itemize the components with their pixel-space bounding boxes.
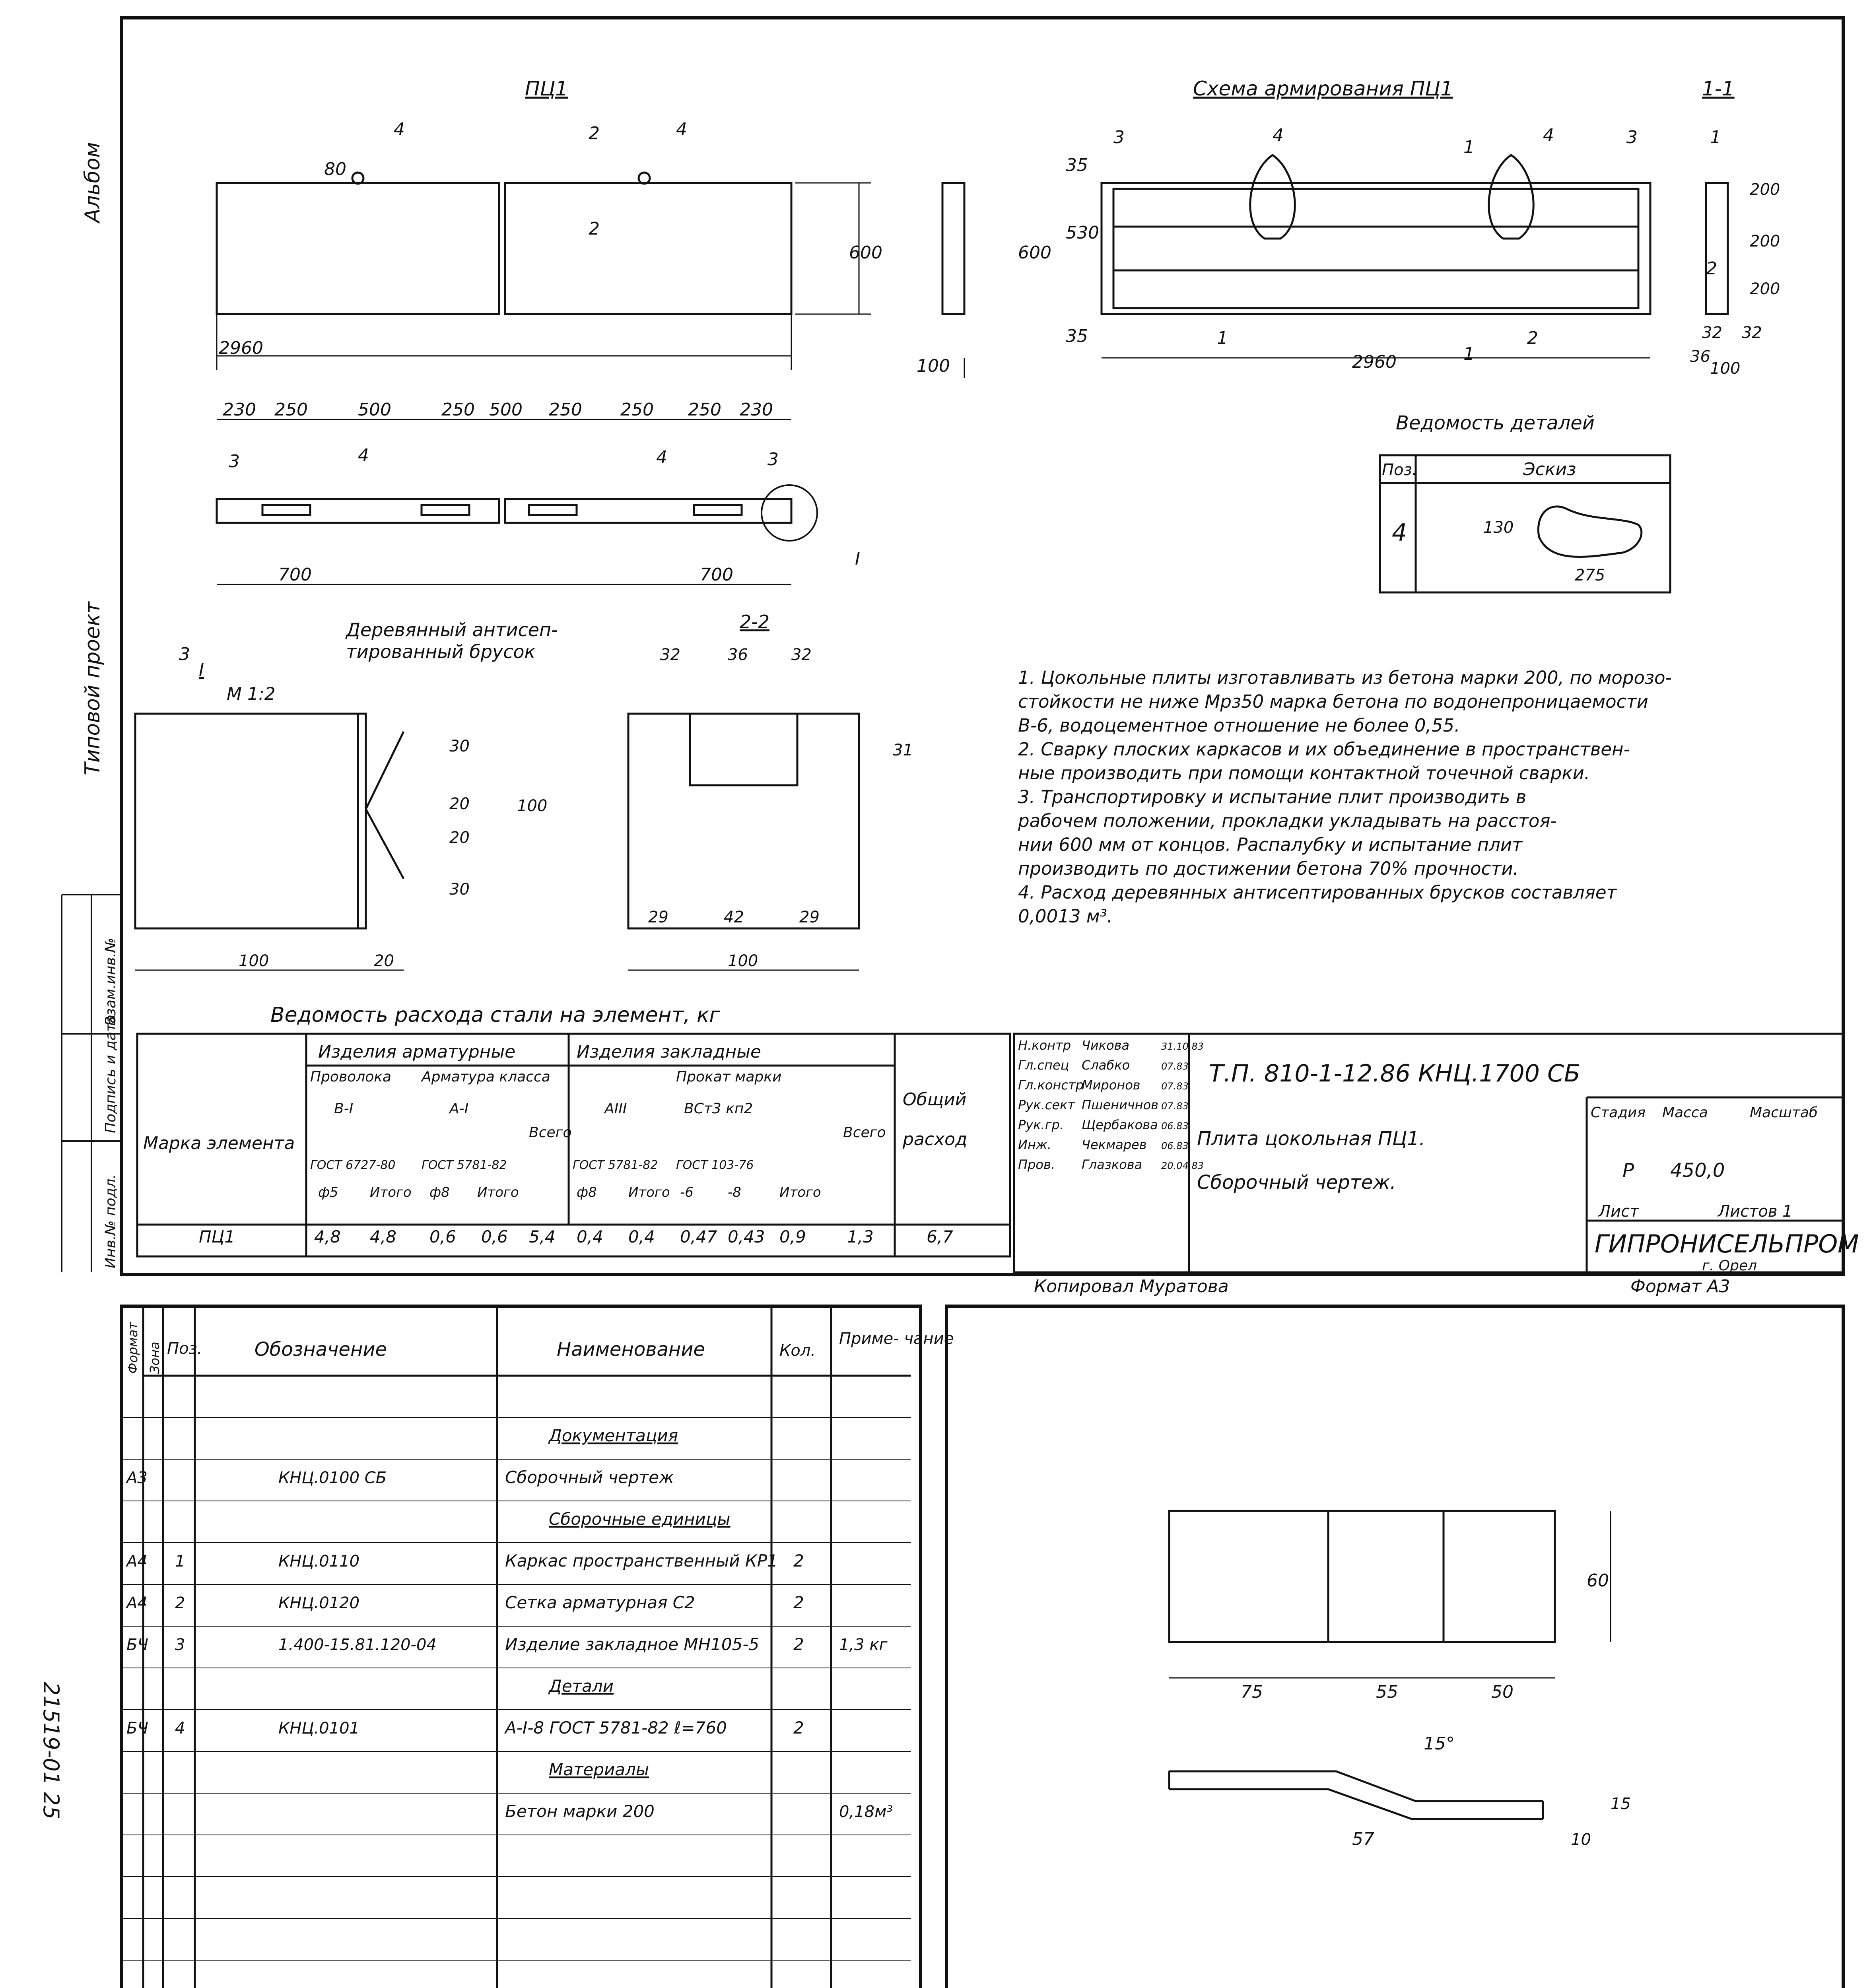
detail-i xyxy=(135,714,404,970)
pos-4-b: 4 xyxy=(676,119,687,140)
steel-total-header-2: расход xyxy=(903,1129,968,1149)
note-line: 2. Сварку плоских каркасов и их объединение в пространствен- xyxy=(1018,739,1630,760)
steel-vst: ВСт3 кп2 xyxy=(684,1101,753,1117)
spec-cell-name: Каркас пространственный КР1 xyxy=(505,1551,778,1571)
dim-250-d: 250 xyxy=(620,400,654,420)
note-line: 0,0013 м³. xyxy=(1018,906,1113,927)
stamp-name: Миронов xyxy=(1082,1077,1141,1093)
steel-gost2: ГОСТ 5781-82 xyxy=(422,1158,507,1172)
steel-cell: 0,6 xyxy=(429,1227,456,1246)
dim-80: 80 xyxy=(324,159,346,179)
spec-cell-name: Сетка арматурная С2 xyxy=(505,1593,695,1612)
note-line: стойкости не ниже Мрз50 марка бетона по водонепроницаемости xyxy=(1018,691,1648,712)
top-stamp-mass-h: Масса xyxy=(1662,1105,1708,1121)
side-album: Альбом xyxy=(81,142,105,223)
dim-275: 275 xyxy=(1575,566,1605,584)
steel-ai: А-I xyxy=(449,1101,469,1117)
steel-aiii: АIII xyxy=(604,1101,627,1117)
steel-itogo-4: Итого xyxy=(779,1184,821,1200)
top-stamp-code: Т.П. 810-1-12.86 КНЦ.1700 СБ xyxy=(1209,1060,1581,1087)
dim-20-a: 20 xyxy=(449,795,470,813)
spec-h-des: Обозначение xyxy=(255,1338,387,1361)
spec-cell-qty: 2 xyxy=(793,1593,804,1612)
stamp-date: 31.10.83 xyxy=(1161,1041,1204,1052)
sec-1-a: 1 xyxy=(1463,137,1475,157)
spec-cell-qty: 2 xyxy=(793,1718,804,1738)
side-project: Типовой проект xyxy=(81,602,105,775)
dim-700-b: 700 xyxy=(700,565,733,585)
pos-3-b: 3 xyxy=(1626,127,1638,148)
details-col-sketch: Эскиз xyxy=(1523,459,1576,480)
spec-cell-des: КНЦ.0110 xyxy=(278,1552,360,1571)
spec-cell-name: Материалы xyxy=(549,1760,649,1779)
sec-2-a: 2 xyxy=(589,123,600,144)
steel-cell: 0,47 xyxy=(680,1227,717,1246)
spec-cell-des: КНЦ.0120 xyxy=(278,1594,360,1612)
dim-600-b: 600 xyxy=(1018,243,1051,263)
wood-label-1: Деревянный антисеп- xyxy=(346,619,558,641)
detail-scale: М 1:2 xyxy=(227,684,276,704)
stamp-role: Рук.сект xyxy=(1018,1097,1075,1112)
top-stamp-title2: Сборочный чертеж. xyxy=(1197,1171,1396,1194)
spec-h-qty: Кол. xyxy=(779,1342,816,1360)
spec-h-pos: Поз. xyxy=(167,1340,202,1358)
stamp-date: 07.83 xyxy=(1161,1061,1189,1072)
top-format: Формат А3 xyxy=(1630,1276,1730,1297)
spec-cell-fmt: БЧ xyxy=(126,1636,148,1654)
spec-cell-note: 0,18м³ xyxy=(839,1803,893,1821)
steel-cell: ПЦ1 xyxy=(199,1227,235,1246)
part-side xyxy=(1169,1771,1543,1819)
steel-armature-header: Изделия арматурные xyxy=(318,1042,516,1062)
dim-30-a: 30 xyxy=(449,737,470,755)
stamp-name: Слабко xyxy=(1082,1058,1130,1073)
top-stamp-scale-h: Масштаб xyxy=(1750,1105,1818,1121)
view-title: ПЦ1 xyxy=(525,77,568,100)
steel-embedded-header: Изделия закладные xyxy=(577,1042,761,1062)
dim-100: 100 xyxy=(917,356,950,376)
dim-130: 130 xyxy=(1483,518,1514,537)
dim-100-b: 100 xyxy=(1710,359,1741,378)
dim-200-b: 200 xyxy=(1750,232,1780,250)
dim-230-a: 230 xyxy=(223,400,256,420)
top-stamp-title1: Плита цокольная ПЦ1. xyxy=(1197,1128,1426,1150)
stamp-name: Чикова xyxy=(1082,1038,1130,1053)
steel-cell: 5,4 xyxy=(529,1227,556,1246)
stamp-name: Чекмарев xyxy=(1082,1137,1147,1152)
spec-cell-name: Сборочный чертеж xyxy=(505,1468,674,1487)
pos-3-c: 3 xyxy=(229,451,240,472)
part-dim-57: 57 xyxy=(1352,1829,1374,1849)
steel-cell: 0,6 xyxy=(481,1227,508,1246)
steel-wire: Проволока xyxy=(310,1069,392,1085)
dim-32-d: 32 xyxy=(791,646,812,664)
dim-35-a: 35 xyxy=(1066,155,1088,175)
part-dim-15: 15 xyxy=(1611,1795,1631,1813)
stamp-role: Рук.гр. xyxy=(1018,1117,1064,1132)
steel-cell: 1,3 xyxy=(847,1227,874,1246)
dim-230-b: 230 xyxy=(740,400,773,420)
pos-4-a: 4 xyxy=(394,119,405,140)
spec-cell-name: Бетон марки 200 xyxy=(505,1802,655,1821)
stamp-role: Пров. xyxy=(1018,1157,1055,1172)
steel-gost3: ГОСТ 5781-82 xyxy=(573,1158,658,1172)
spec-cell-name: Документация xyxy=(549,1426,678,1445)
pos-4-d: 4 xyxy=(1543,125,1554,146)
note-line: 1. Цокольные плиты изготавливать из бетона марки 200, по морозо- xyxy=(1018,667,1672,688)
steel-gost4: ГОСТ 103-76 xyxy=(676,1158,754,1172)
steel-itogo-3: Итого xyxy=(628,1184,670,1200)
pos-3-e: 3 xyxy=(179,644,190,664)
note-line: 3. Транспортировку и испытание плит производить в xyxy=(1018,786,1527,808)
spec-cell-fmt: А3 xyxy=(126,1469,148,1487)
spec-h-format: Формат xyxy=(125,1322,140,1374)
stamp-role: Гл.констр xyxy=(1018,1077,1084,1093)
dim-250-a: 250 xyxy=(274,400,308,420)
note-line: рабочем положении, прокладки укладывать на расстоя- xyxy=(1018,810,1557,831)
part-dim-15deg: 15° xyxy=(1424,1734,1455,1754)
section-1-1-title: 1-1 xyxy=(1702,77,1735,100)
spec-cell-des: КНЦ.0101 xyxy=(278,1719,360,1738)
spec-cell-note: 1,3 кг xyxy=(839,1636,888,1654)
dim-250-e: 250 xyxy=(688,400,721,420)
side-inv-1: Инв.№ подл. xyxy=(103,1174,119,1268)
stamp-date: 06.83 xyxy=(1161,1120,1189,1132)
spec-h-name: Наименование xyxy=(557,1338,705,1361)
top-copied: Копировал Муратова xyxy=(1034,1276,1229,1297)
pos-2-b: 2 xyxy=(1527,328,1538,348)
sec-2-b: 2 xyxy=(589,219,600,239)
sec-1-b: 1 xyxy=(1463,344,1475,364)
steel-armclass: Арматура класса xyxy=(422,1069,550,1085)
part-dim-10: 10 xyxy=(1571,1831,1591,1849)
steel-mark-header: Марка элемента xyxy=(143,1133,295,1153)
dim-100-e: 100 xyxy=(728,952,758,970)
dim-100-d: 100 xyxy=(239,952,269,970)
dim-20-c: 20 xyxy=(374,952,394,970)
top-stamp-sheets: Листов 1 xyxy=(1718,1202,1793,1221)
dim-32-b: 32 xyxy=(1742,324,1762,342)
dim-36: 36 xyxy=(1690,348,1710,366)
dim-2960-b: 2960 xyxy=(1352,352,1397,372)
spec-cell-pos: 4 xyxy=(175,1719,185,1738)
dim-100-c: 100 xyxy=(517,797,548,815)
spec-cell-qty: 2 xyxy=(793,1551,804,1571)
stamp-date: 07.83 xyxy=(1161,1081,1189,1092)
steel-table-title: Ведомость расхода стали на элемент, кг xyxy=(270,1003,720,1027)
top-stamp-stage-h: Стадия xyxy=(1591,1105,1646,1121)
notes xyxy=(1018,667,1672,927)
dim-530: 530 xyxy=(1066,223,1099,243)
stamp-role: Гл.спец xyxy=(1018,1058,1069,1073)
spec-cell-name: Детали xyxy=(549,1676,614,1696)
top-stamp-city: г. Орел xyxy=(1702,1258,1757,1274)
dim-29-a: 29 xyxy=(648,908,668,926)
part-dim-75: 75 xyxy=(1241,1682,1263,1702)
reinforcement-scheme xyxy=(1102,155,1728,358)
dim-700-a: 700 xyxy=(278,565,312,585)
dim-500-a: 500 xyxy=(358,400,391,420)
details-col-pos: Поз. xyxy=(1382,461,1417,479)
steel-data-row xyxy=(199,1227,953,1246)
spec-cell-pos: 3 xyxy=(175,1636,185,1654)
stamp-date: 07.83 xyxy=(1161,1101,1189,1112)
pos-1-b: 1 xyxy=(1217,328,1228,348)
steel-itogo-2: Итого xyxy=(477,1184,519,1200)
steel-phi5: ф5 xyxy=(318,1184,338,1200)
stamp-name: Глазкова xyxy=(1082,1157,1142,1172)
spec-cell-name: А-I-8 ГОСТ 5781-82 ℓ=760 xyxy=(505,1718,727,1738)
steel-cell: 0,9 xyxy=(779,1227,806,1246)
stamp-date: 20.04.83 xyxy=(1161,1160,1204,1171)
steel-itogo-1: Итого xyxy=(370,1184,412,1200)
pos-1-a: 1 xyxy=(1710,127,1721,148)
side-strips xyxy=(62,895,974,1988)
pc1-plan-view xyxy=(217,419,817,584)
steel-bi: В-I xyxy=(334,1101,354,1117)
spec-cell-des: КНЦ.0100 СБ xyxy=(278,1469,387,1487)
spec-table-rows xyxy=(121,1417,911,1988)
spec-cell-pos: 2 xyxy=(175,1594,185,1612)
steel-total-header-1: Общий xyxy=(903,1089,967,1110)
pos-2-a: 2 xyxy=(1706,258,1717,279)
steel-m6: -6 xyxy=(680,1184,694,1200)
steel-phi8a: ф8 xyxy=(429,1184,450,1200)
top-stamp-stage: Р xyxy=(1622,1159,1634,1182)
steel-cell: 4,8 xyxy=(370,1227,396,1246)
part-dim-60: 60 xyxy=(1587,1571,1609,1591)
dim-200-a: 200 xyxy=(1750,181,1780,199)
spec-cell-des: 1.400-15.81.120-04 xyxy=(278,1636,437,1654)
dim-250-b: 250 xyxy=(441,400,475,420)
spec-cell-fmt: А4 xyxy=(126,1552,148,1571)
pc1-front-view xyxy=(217,173,964,378)
dim-2960-a: 2960 xyxy=(219,338,263,358)
part-plan xyxy=(1169,1511,1611,1678)
pos-4-e: 4 xyxy=(358,445,369,466)
pos-4-f: 4 xyxy=(656,447,667,468)
side-sign-1: Подпись и дата xyxy=(103,1014,119,1133)
dim-20-b: 20 xyxy=(449,829,470,847)
steel-cell: 0,4 xyxy=(577,1227,603,1246)
stamp-role: Инж. xyxy=(1018,1137,1051,1152)
top-stamp-roles xyxy=(1018,1038,1204,1172)
top-stamp-sheet: Лист xyxy=(1599,1202,1639,1221)
steel-total: Всего xyxy=(529,1124,572,1141)
steel-total-2: Всего xyxy=(843,1124,886,1141)
note-line: нии 600 мм от концов. Распалубку и испытание плит xyxy=(1018,834,1523,855)
details-table-title: Ведомость деталей xyxy=(1396,412,1595,434)
dim-31: 31 xyxy=(893,741,913,759)
part-dim-50: 50 xyxy=(1491,1682,1514,1702)
dim-600: 600 xyxy=(849,243,882,263)
spec-cell-name: Изделие закладное МН105-5 xyxy=(505,1635,760,1654)
detail-title: I xyxy=(199,660,204,680)
spec-h-note: Приме- чание xyxy=(839,1330,954,1348)
note-line: производить по достижении бетона 70% прочности. xyxy=(1018,858,1519,879)
dim-35-b: 35 xyxy=(1066,326,1088,346)
spec-h-zone: Зона xyxy=(147,1342,162,1374)
note-line: В-6, водоцементное отношение не более 0,55. xyxy=(1018,715,1460,736)
spec-cell-pos: 1 xyxy=(175,1552,185,1571)
stamp-name: Щербакова xyxy=(1082,1117,1158,1132)
note-line: 4. Расход деревянных антисептированных брусков составляет xyxy=(1018,882,1617,903)
spec-rows xyxy=(125,1426,893,1821)
scheme-title: Схема армирования ПЦ1 xyxy=(1193,77,1453,100)
dim-29-b: 29 xyxy=(799,908,820,926)
dim-36-b: 36 xyxy=(728,646,748,664)
wood-label-2: тированный брусок xyxy=(346,641,536,662)
spec-cell-fmt: БЧ xyxy=(126,1719,148,1738)
detail-i-callout: I xyxy=(855,549,860,569)
top-stamp-mass: 450,0 xyxy=(1670,1159,1725,1182)
steel-cell: 4,8 xyxy=(314,1227,341,1246)
pos-3-a: 3 xyxy=(1113,127,1125,148)
steel-cell: 0,4 xyxy=(628,1227,655,1246)
spec-cell-name: Сборочные единицы xyxy=(549,1509,731,1529)
dim-500-b: 500 xyxy=(489,400,523,420)
part-dim-55: 55 xyxy=(1376,1682,1398,1702)
spec-cell-fmt: А4 xyxy=(126,1594,148,1612)
dim-42: 42 xyxy=(724,908,744,926)
side-number: 21519-01 25 xyxy=(39,1682,64,1819)
steel-m8: -8 xyxy=(728,1184,741,1200)
stamp-role: Н.контр xyxy=(1018,1038,1071,1053)
dim-200-c: 200 xyxy=(1750,280,1780,298)
stamp-name: Пшеничнов xyxy=(1082,1097,1159,1112)
dim-30-b: 30 xyxy=(449,880,470,899)
steel-cell: 0,43 xyxy=(728,1227,765,1246)
section-2-2 xyxy=(628,714,859,970)
side-inv2-1: Взам.инв.№ xyxy=(103,938,119,1026)
dim-32-a: 32 xyxy=(1702,324,1722,342)
steel-cell: 6,7 xyxy=(927,1227,953,1246)
pos-4-c: 4 xyxy=(1273,125,1284,146)
steel-gost1: ГОСТ 6727-80 xyxy=(310,1158,396,1172)
dim-32-c: 32 xyxy=(660,646,680,664)
section-2-2-title: 2-2 xyxy=(740,611,770,633)
note-line: ные производить при помощи контактной точечной сварки. xyxy=(1018,763,1590,784)
top-stamp-org: ГИПРОНИСЕЛЬПРОМ xyxy=(1595,1229,1859,1258)
steel-phi8b: ф8 xyxy=(577,1184,597,1200)
stamp-date: 06.83 xyxy=(1161,1140,1189,1151)
steel-rolled: Прокат марки xyxy=(676,1069,782,1085)
spec-cell-qty: 2 xyxy=(793,1635,804,1654)
pos-3-d: 3 xyxy=(767,449,779,470)
details-row-pos: 4 xyxy=(1392,519,1407,547)
dim-250-c: 250 xyxy=(549,400,582,420)
